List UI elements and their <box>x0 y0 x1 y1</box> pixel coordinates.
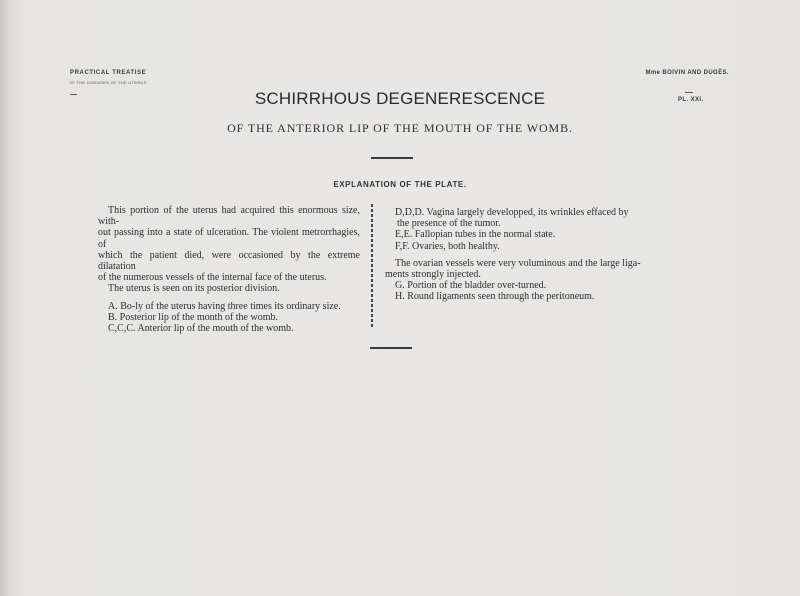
legend-item-b: B. Posterior lip of the month of the womb. <box>108 311 278 323</box>
plate-number: PL. XXI. <box>678 97 704 103</box>
page-subtitle: OF THE ANTERIOR LIP OF THE MOUTH OF THE WOMB. <box>227 121 573 135</box>
header-right-dash <box>685 92 693 93</box>
left-column <box>98 205 360 334</box>
page-title: SCHIRRHOUS DEGENERESCENCE <box>254 89 546 108</box>
legend-item-c: C,C,C. Anterior lip of the mouth of the womb. <box>108 323 294 335</box>
header-left-subtitle: OF THE DISEASES OF THE UTERUS. <box>69 80 149 85</box>
legend-item-e: E,E. Fallopian tubes in the normal state. <box>395 229 556 241</box>
header-right-title: Mme BOIVIN AND DUGÈS. <box>645 70 729 76</box>
column-divider <box>371 204 373 328</box>
intro-line: which the patient died, were occasioned by the extreme dilatation <box>98 249 360 273</box>
bottom-rule <box>370 347 412 349</box>
intro-line: This portion of the uterus had acquired this enormous size, with- <box>98 205 360 228</box>
legend-item-a: A. Bo-ly of the uterus having three times its ordinary size. <box>108 300 341 312</box>
vessels-note-continued: ments strongly injected. <box>385 269 481 281</box>
legend-item-d-continued: the presence of the tumor. <box>397 218 501 230</box>
legend-item-f: F,F. Ovaries, both healthy. <box>395 240 500 252</box>
intro-line: out passing into a state of ulceration. The violent metrorrhagies, of <box>98 227 360 250</box>
top-rule <box>371 157 413 159</box>
intro-line: of the numerous vessels of the internal face of the uterus. <box>98 272 327 284</box>
explanation-heading: EXPLANATION OF THE PLATE. <box>333 180 467 189</box>
header-left-title: PRACTICAL TREATISE <box>70 70 147 76</box>
intro-line: The uterus is seen on its posterior division. <box>108 283 280 295</box>
right-column <box>385 207 725 303</box>
vessels-note: The ovarian vessels were very voluminous and the large liga- <box>395 257 641 269</box>
legend-item-d: D,D,D. Vagina largely developped, its wrinkles effaced by <box>395 207 629 218</box>
legend-item-g: G. Portion of the bladder over-turned. <box>395 280 547 292</box>
legend-item-h: H. Round ligaments seen through the peritoneum. <box>395 291 595 303</box>
